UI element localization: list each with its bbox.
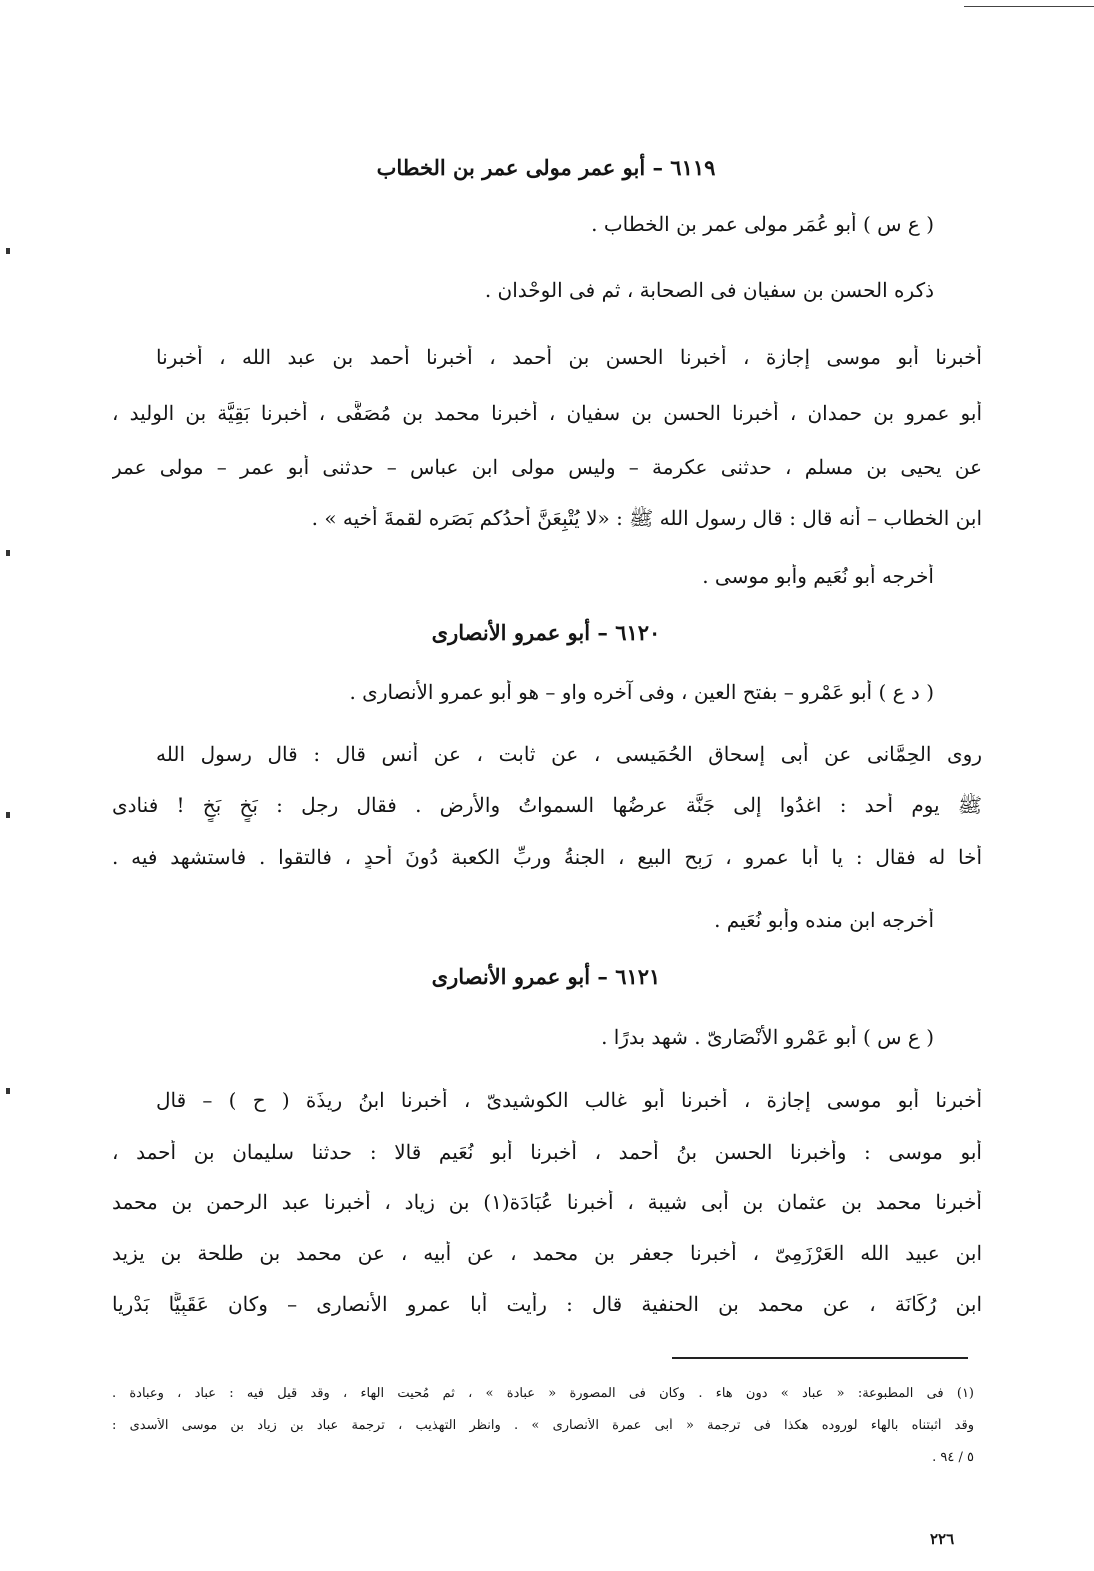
footnote-line: وقد أثبتناه بالهاء لوروده هكذا فى ترجمة « أبى عمرة الأنصارى » . وانظر التهذيب ، ترجمة عباد بن زياد بن موسى الأسدى : bbox=[112, 1418, 974, 1433]
scan-mark bbox=[6, 550, 10, 556]
entry-line: أخرجه أبو نُعَيم وأبو موسى . bbox=[702, 564, 934, 588]
entry-line: أخبرنا أبو موسى إجازة ، أخبرنا الحسن بن أحمد ، أخبرنا أحمد بن عبد الله ، أخبرنا bbox=[156, 345, 982, 369]
entry-line: ابن الخطاب – أنه قال : قال رسول الله ﷺ : «لا يُتْبِعَنَّ أحدُكم بَصَره لقمةَ أخيه » . bbox=[311, 506, 982, 530]
entry-line: ابن رُكَانَة ، عن محمد بن الحنفية قال : رأيت أبا عمرو الأنصارى – وكان عَقَبِيًّا بَدْرِيا bbox=[112, 1292, 982, 1316]
entry-line: أخبرنا محمد بن عثمان بن أبى شيبة ، أخبرنا عُبَادَة(١) بن زياد ، أخبرنا عبد الرحمن بن محمد bbox=[112, 1190, 982, 1214]
scan-mark bbox=[6, 248, 10, 254]
entry-line: أخا له فقال : يا أبا عمرو ، رَبِح البيع ، الجنةُ وربِّ الكعبة دُونَ أحدٍ ، فالتقوا . فاستشهد فيه . bbox=[112, 845, 982, 869]
scan-mark bbox=[6, 812, 10, 818]
footnote-line: ٥ / ٩٤ . bbox=[932, 1450, 974, 1465]
entry-line: أبو موسى : وأخبرنا الحسن بنُ أحمد ، أخبرنا أبو نُعَيم قالا : حدثنا سليمان بن أحمد ، bbox=[112, 1140, 982, 1164]
entry-heading: ٦١١٩ – أبو عمر مولى عمر بن الخطاب bbox=[376, 155, 716, 180]
entry-line: عن يحيى بن مسلم ، حدثنى عكرمة – وليس مولى ابن عباس – حدثنى أبو عمر – مولى عمر bbox=[112, 455, 982, 479]
footnote-separator bbox=[672, 1357, 968, 1359]
entry-line: ( د ع ) أبو عَمْرو – بفتح العين ، وفى آخره واو – هو أبو عمرو الأنصارى . bbox=[349, 680, 934, 704]
entry-heading: ٦١٢٠ – أبو عمرو الأنصارى bbox=[431, 620, 661, 645]
entry-line: ابن عبيد الله العَرْزَمِىّ ، أخبرنا جعفر بن محمد ، عن أبيه ، عن محمد بن طلحة بن يزيد bbox=[112, 1241, 982, 1265]
entry-line: ( ع س ) أبو عَمْرو الأنْصَارِىّ . شهد بدرًا . bbox=[601, 1025, 934, 1049]
entry-line: أبو عمرو بن حمدان ، أخبرنا الحسن بن سفيان ، أخبرنا محمد بن مُصَفَّى ، أخبرنا بَقِيَّة بن الوليد ، bbox=[112, 401, 982, 425]
entry-heading: ٦١٢١ – أبو عمرو الأنصارى bbox=[431, 964, 661, 989]
entry-line: ( ع س ) أبو عُمَر مولى عمر بن الخطاب . bbox=[591, 212, 934, 236]
scan-mark bbox=[6, 1088, 10, 1094]
footnote-line: (١) فى المطبوعة: « عباد » دون هاء . وكان فى المصورة « عبادة » ، ثم مُحيت الهاء ، وقد قيل فيه : عباد ، وعبادة . bbox=[112, 1386, 974, 1401]
entry-line: ذكره الحسن بن سفيان فى الصحابة ، ثم فى الوِحْدان . bbox=[484, 278, 934, 302]
page-number: ٢٢٦ bbox=[930, 1530, 955, 1548]
entry-line: أخبرنا أبو موسى إجازة ، أخبرنا أبو غالب الكوشيدىّ ، أخبرنا ابنُ رِيذَة ( ح ) – قال bbox=[156, 1088, 982, 1112]
entry-line: روى الحِمَّانى عن أبى إسحاق الحُمَيسى ، عن ثابت ، عن أنس قال : قال رسول الله bbox=[156, 742, 982, 766]
top-border-line bbox=[964, 6, 1094, 7]
entry-line: أخرجه ابن منده وأبو نُعَيم . bbox=[714, 908, 934, 932]
entry-line: ﷺ يوم أحد : اغدُوا إلى جَنَّة عرضُها السمواتُ والأرض . فقال رجل : بَخٍ بَخٍ ! فنادى bbox=[112, 793, 982, 817]
